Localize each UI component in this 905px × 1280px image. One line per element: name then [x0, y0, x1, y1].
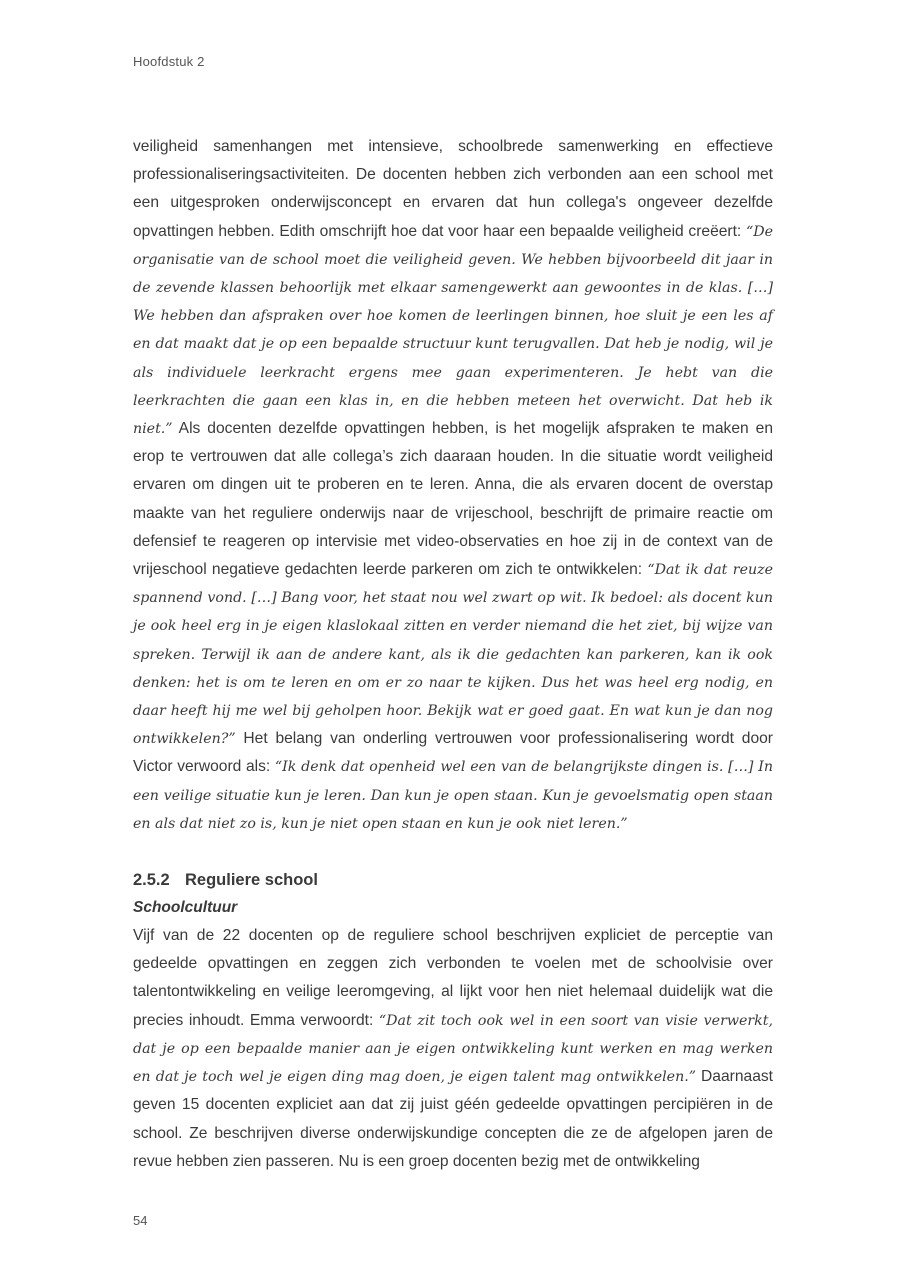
body-text: Daarnaast geven 15 docenten expliciet aan dat zij juist géén gedeelde opvattingen percipiëren in de school. Ze beschrijven diverse onderwijskundige concepten die ze de afgelopen jaren de revue hebben zien passeren. Nu is een groep docenten bezig met de ontwikkeling [133, 1068, 773, 1170]
running-head: Hoofdstuk 2 [133, 54, 205, 69]
page-body [133, 133, 773, 1176]
section-heading [133, 866, 773, 894]
quote-text: “Ik denk dat openheid wel een van de belangrijkste dingen is. […] In een veilige situatie kun je leren. Dan kun je open staan. Kun je gevoelsmatig open staan en als dat niet zo is, kun je niet open staan en kun je ook niet leren.” [133, 759, 773, 832]
section-number: 2.5.2 [133, 871, 170, 890]
section-title: Reguliere school [185, 871, 318, 890]
quote-text: “De organisatie van de school moet die veiligheid geven. We hebben bijvoorbeeld dit jaar in de zevende klassen behoorlijk met elkaar samengewerkt aan gewoontes in de klas. […] We hebben dan afspraken over hoe komen de leerlingen binnen, hoe sluit je een les af en dat maakt dat je op een bepaalde structuur kunt terugvallen. Dat heb je nodig, wil je als individuele leerkracht ergens mee gaan experimenteren. Je hebt van die leerkrachten die gaan een klas in, en die hebben meteen het overwicht. Dat heb ik niet.” [133, 223, 773, 438]
page-number: 54 [133, 1213, 148, 1228]
body-text: Vijf van de 22 docenten op de reguliere school beschrijven expliciet de perceptie van gedeelde opvattingen en zeggen zich verbonden te voelen met de schoolvisie over talentontwikkeling en veilige leeromgeving, al lijkt voor hen niet helemaal duidelijk wat die precies inhoudt. Emma verwoordt: [133, 927, 773, 1029]
paragraph-2 [133, 922, 773, 1176]
body-text: Als docenten dezelfde opvattingen hebben, is het mogelijk afspraken te maken en erop te vertrouwen dat alle collega’s zich daaraan houden. In die situatie wordt veiligheid ervaren om dingen uit te proberen en te leren. Anna, die als ervaren docent de overstap maakte van het reguliere onderwijs naar de vrijeschool, beschrijft de primaire reactie om defensief te reageren op intervisie met video-observaties en hoe zij in de context van de vrijeschool negatieve gedachten leerde parkeren om zich te ontwikkelen: [133, 420, 773, 579]
body-text: Het belang van onderling vertrouwen voor professionalisering wordt door Victor verwoord als: [133, 730, 773, 776]
body-text: veiligheid samenhangen met intensieve, schoolbrede samenwerking en effectieve professionaliseringsactiviteiten. De docenten hebben zich verbonden aan een school met een uitgesproken onderwijsconcept en ervaren dat hun collega's ongeveer dezelfde opvattingen hebben. Edith omschrijft hoe dat voor haar een bepaalde veiligheid creëert: [133, 138, 773, 240]
quote-text: “Dat zit toch ook wel in een soort van visie verwerkt, dat je op een bepaalde manier aan je eigen ontwikkeling kunt werken en mag werken en dat je toch wel je eigen ding mag doen, je eigen talent mag ontwikkelen.” [133, 1012, 773, 1086]
paragraph-1 [133, 133, 773, 838]
subsection-heading: Schoolcultuur [133, 899, 238, 917]
quote-text: “Dat ik dat reuze spannend vond. […] Bang voor, het staat nou wel zwart op wit. Ik bedoel: als docent kun je ook heel erg in je eigen klaslokaal zitten en verder niemand die het ziet, bij wijze van spreken. Terwijl ik aan de andere kant, als ik die gedachten kan parkeren, kan ik ook denken: het is om te leren en om er zo naar te kijken. Dus het was heel erg nodig, en daar heeft hij me wel bij geholpen hoor. Bekijk wat er goed gaat. En wat kun je dan nog ontwikkelen?” [133, 562, 773, 748]
